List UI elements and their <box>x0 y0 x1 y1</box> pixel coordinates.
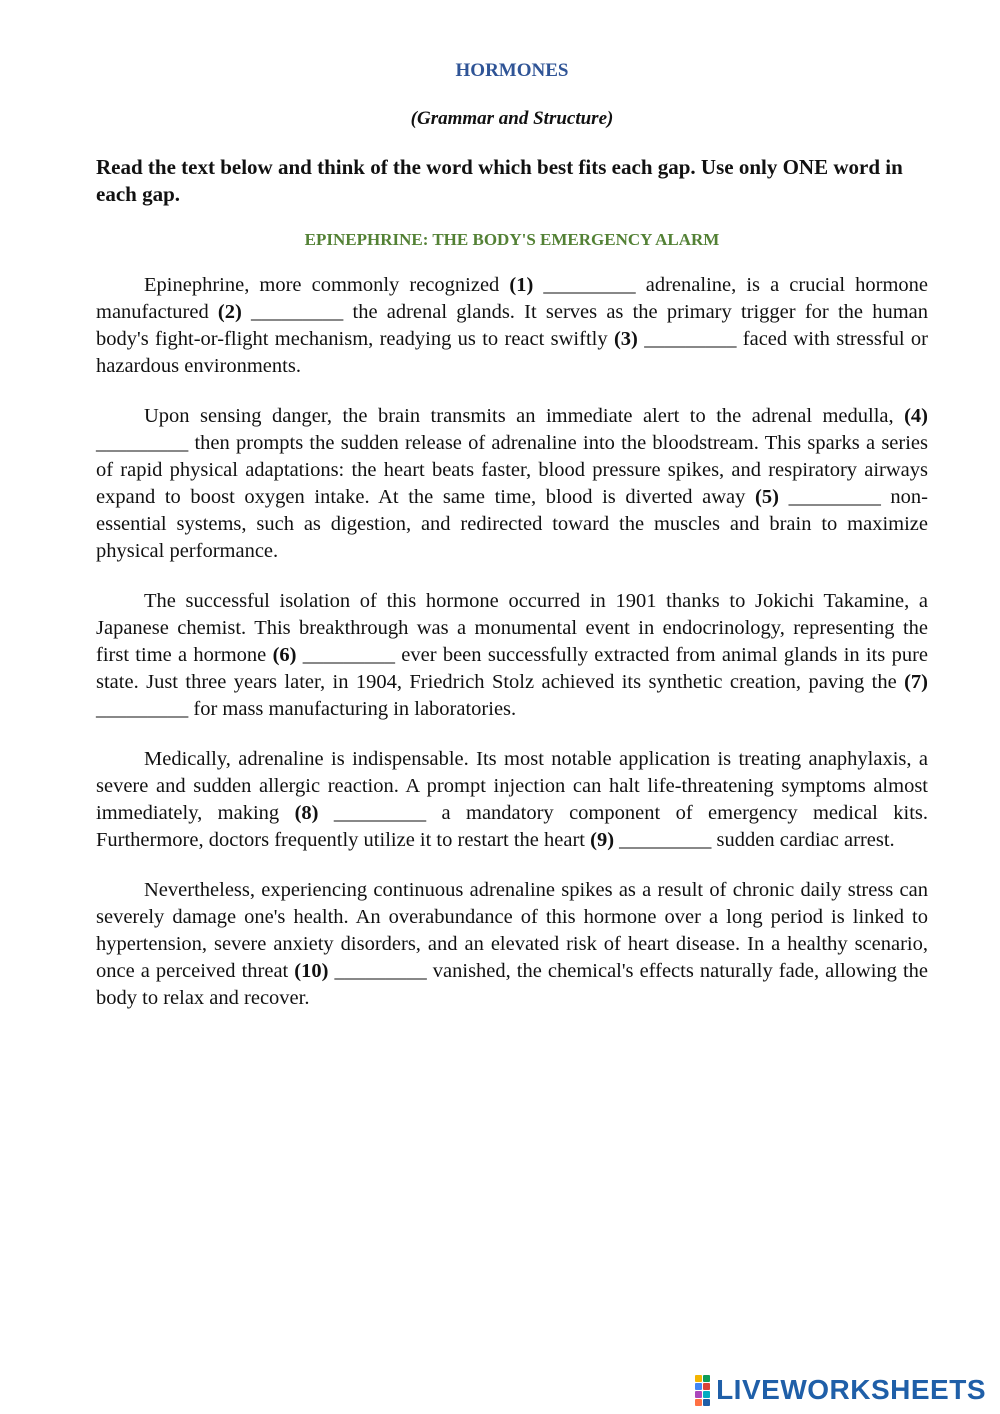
gap-number: (6) <box>272 644 303 666</box>
gap-blank[interactable]: _________ <box>788 486 881 508</box>
gap-blank[interactable]: _________ <box>96 432 189 454</box>
logo-square <box>695 1375 702 1382</box>
section-heading: EPINEPHRINE: THE BODY'S EMERGENCY ALARM <box>304 230 720 249</box>
paragraph-text: Medically, adrenaline is indispensable. Its most notable application is treating anaphylaxis, a severe and sudden allergic reaction. A prompt injection can halt life-threatening symptoms almost immediately, making <box>96 748 928 824</box>
paragraph-text: faced with stressful or hazardous environments. <box>96 328 928 377</box>
gap-blank[interactable]: _________ <box>333 802 427 824</box>
paragraph <box>96 877 928 1012</box>
paragraph-text: Nevertheless, experiencing continuous adrenaline spikes as a result of chronic daily stress can severely damage one's health. An overabundance of this hormone over a long period is linked to hypertension, severe anxiety disorders, and an elevated risk of heart disease. In a healthy scenario, once a perceived threat <box>96 879 928 982</box>
gap-number: (5) <box>755 486 789 508</box>
paragraph-text: ever been successfully extracted from animal glands in its pure state. Just three years later, in 1904, Friedrich Stolz achieved its synthetic creation, paving the <box>96 644 928 693</box>
gap-blank[interactable]: _________ <box>644 328 737 350</box>
paragraph <box>96 272 928 380</box>
logo-square <box>703 1383 710 1390</box>
logo-square <box>703 1375 710 1382</box>
gap-number: (7) <box>904 671 928 693</box>
logo-square <box>695 1383 702 1390</box>
logo-square <box>695 1391 702 1398</box>
text-body <box>96 272 928 1012</box>
gap-number: (8) <box>294 802 334 824</box>
paragraph <box>96 746 928 854</box>
logo-text: LIVEWORKSHEETS <box>716 1374 986 1405</box>
gap-blank[interactable]: _________ <box>334 960 427 982</box>
logo-square <box>703 1391 710 1398</box>
gap-blank[interactable]: _________ <box>251 301 344 323</box>
logo-square <box>703 1399 710 1406</box>
paragraph-text: non-essential systems, such as digestion, and redirected toward the muscles and brain to maximize physical performance. <box>96 486 929 562</box>
paragraph-text: Epinephrine, more commonly recognized <box>144 274 510 296</box>
page-subtitle: (Grammar and Structure) <box>410 108 614 129</box>
paragraph-text: the adrenal glands. It serves as the primary trigger for the human body's fight-or-flight mechanism, readying us to react swiftly <box>96 301 928 350</box>
paragraph-text: sudden cardiac arrest. <box>711 829 895 851</box>
gap-number: (4) <box>904 405 928 427</box>
liveworksheets-icon <box>695 1375 710 1406</box>
gap-number: (9) <box>590 829 620 851</box>
paragraph-text: adrenaline, is a crucial hormone manufactured <box>96 274 928 323</box>
gap-blank[interactable]: _________ <box>302 644 395 666</box>
paragraph-text: then prompts the sudden release of adrenaline into the bloodstream. This sparks a series of rapid physical adaptations: the heart beats faster, blood pressure spikes, and respiratory airways expand to boost oxygen intake. At the same time, blood is diverted away <box>96 432 928 508</box>
gap-blank[interactable]: _________ <box>543 274 636 296</box>
gap-blank[interactable]: _________ <box>619 829 712 851</box>
gap-blank[interactable]: _________ <box>96 698 189 720</box>
paragraph-text: a mandatory component of emergency medical kits. Furthermore, doctors frequently utilize it to restart the heart <box>96 802 929 851</box>
gap-number: (1) <box>509 274 544 296</box>
paragraph-text: Upon sensing danger, the brain transmits an immediate alert to the adrenal medulla, <box>144 405 905 427</box>
logo-square <box>695 1399 702 1406</box>
page-title: HORMONES <box>455 60 569 81</box>
worksheet-page <box>96 60 928 1035</box>
gap-number: (3) <box>613 328 645 350</box>
paragraph-text: The successful isolation of this hormone occurred in 1901 thanks to Jokichi Takamine, a Japanese chemist. This breakthrough was a monumental event in endocrinology, representing the first time a hormone <box>96 590 928 666</box>
instructions: Read the text below and think of the word which best fits each gap. Use only ONE word in each gap. <box>96 155 903 206</box>
liveworksheets-logo <box>695 1374 986 1406</box>
paragraph-text: for mass manufacturing in laboratories. <box>188 698 517 720</box>
paragraph-text: vanished, the chemical's effects naturally fade, allowing the body to relax and recover. <box>96 960 929 1009</box>
gap-number: (2) <box>217 301 252 323</box>
paragraph <box>96 588 928 723</box>
gap-number: (10) <box>294 960 335 982</box>
paragraph <box>96 403 928 565</box>
